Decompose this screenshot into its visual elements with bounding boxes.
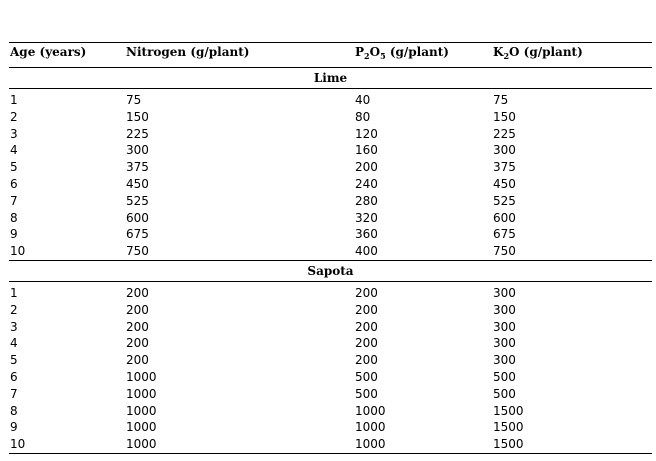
table-cell: 675 (126, 227, 149, 242)
table-row (9, 176, 652, 193)
table-row (9, 92, 652, 109)
table-cell: 200 (355, 319, 378, 334)
table-cell: 500 (493, 386, 516, 401)
table-row (9, 126, 652, 143)
table-cell: 3 (10, 319, 18, 334)
table-cell: 1000 (355, 403, 386, 418)
table-cell: 6 (10, 176, 18, 191)
table-cell: 375 (493, 160, 516, 175)
table-cell: 5 (10, 353, 18, 368)
table-cell: 280 (355, 193, 378, 208)
table-cell: 40 (355, 93, 371, 107)
table-row (9, 302, 652, 319)
table-cell: 75 (126, 93, 142, 107)
table-row (9, 369, 652, 386)
table-cell: 160 (355, 143, 378, 158)
table-cell: 5 (10, 160, 18, 175)
table-header (9, 43, 652, 67)
table-cell: 200 (126, 319, 149, 334)
table-cell: 300 (493, 353, 516, 368)
table-row (9, 436, 652, 453)
table-cell: 400 (355, 244, 378, 259)
table-cell: 375 (126, 160, 149, 175)
table-cell: 750 (126, 244, 149, 259)
table-cell: 500 (355, 386, 378, 401)
table-cell: 225 (493, 126, 516, 141)
table-row (9, 386, 652, 403)
header-age: Age (years) (10, 45, 87, 59)
table-cell: 4 (10, 336, 18, 351)
table-cell: 200 (126, 302, 149, 317)
table-row (9, 319, 652, 336)
table-cell: 10 (10, 244, 26, 259)
header-k2o: $K_2O$ (g/plant) (493, 45, 583, 61)
table-cell: 1000 (126, 369, 157, 384)
table-cell: 1 (10, 93, 18, 107)
table-row (9, 109, 652, 126)
table-cell: 200 (355, 353, 378, 368)
table-cell: 200 (126, 353, 149, 368)
table-cell: 120 (355, 126, 378, 141)
table-row (9, 243, 652, 260)
table-cell: 10 (10, 437, 26, 452)
table-cell: 2 (10, 302, 18, 317)
table-row (9, 193, 652, 210)
table-row (9, 210, 652, 227)
table-cell: 300 (493, 143, 516, 158)
table-cell: 6 (10, 369, 18, 384)
header-p2o5: $P_2O_5$ (g/plant) (355, 45, 449, 61)
table-cell: 500 (493, 369, 516, 384)
table-row (9, 226, 652, 243)
table-cell: 750 (493, 244, 516, 259)
table-cell: 600 (126, 210, 149, 225)
table-cell: 450 (126, 176, 149, 191)
table-cell: 320 (355, 210, 378, 225)
table-cell: 300 (493, 285, 516, 300)
table-cell: 9 (10, 227, 18, 242)
table-cell: 200 (355, 302, 378, 317)
table-cell: 675 (493, 227, 516, 242)
table-cell: 360 (355, 227, 378, 242)
table-cell: 9 (10, 420, 18, 435)
table-cell: 300 (493, 336, 516, 351)
table-cell: 200 (126, 336, 149, 351)
table-cell: 1000 (355, 437, 386, 452)
table-cell: 1000 (126, 386, 157, 401)
table-cell: 225 (126, 126, 149, 141)
table-cell: 80 (355, 109, 371, 124)
table-row (9, 285, 652, 302)
table-row (9, 142, 652, 159)
table-cell: 200 (355, 336, 378, 351)
table-cell: 2 (10, 109, 18, 124)
fertilizer-table (9, 42, 652, 454)
table-cell: 1 (10, 285, 18, 300)
table-cell: 200 (126, 285, 149, 300)
table-cell: 300 (493, 319, 516, 334)
table-cell: 75 (493, 93, 509, 107)
table-cell: 4 (10, 143, 18, 158)
group-title: Sapota (307, 263, 354, 278)
table-row (9, 403, 652, 420)
table-cell: 7 (10, 386, 18, 401)
table-cell: 8 (10, 210, 18, 225)
table-cell: 200 (355, 160, 378, 175)
table-cell: 300 (126, 143, 149, 158)
table-cell: 1000 (126, 403, 157, 418)
table-cell: 500 (355, 369, 378, 384)
table-cell: 600 (493, 210, 516, 225)
group-title: Lime (313, 71, 348, 85)
table-cell: 1500 (493, 437, 524, 452)
header-nitrogen: Nitrogen (g/plant) (126, 45, 250, 59)
table-cell: 1500 (493, 420, 524, 435)
table-row (9, 159, 652, 176)
table-cell: 1000 (355, 420, 386, 435)
table-cell: 150 (493, 109, 516, 124)
table-cell: 525 (126, 193, 149, 208)
table-cell: 200 (355, 285, 378, 300)
table-cell: 1500 (493, 403, 524, 418)
table-cell: 3 (10, 126, 18, 141)
table-bottom-rule (9, 453, 652, 454)
table-cell: 450 (493, 176, 516, 191)
table-cell: 300 (493, 302, 516, 317)
table-cell: 1000 (126, 420, 157, 435)
table-cell: 8 (10, 403, 18, 418)
table-body (9, 67, 652, 454)
table-cell: 1000 (126, 437, 157, 452)
table-cell: 240 (355, 176, 378, 191)
table-cell: 150 (126, 109, 149, 124)
table-cell: 525 (493, 193, 516, 208)
table-cell: 7 (10, 193, 18, 208)
table-row (9, 419, 652, 436)
table-row (9, 352, 652, 369)
table-row (9, 335, 652, 352)
